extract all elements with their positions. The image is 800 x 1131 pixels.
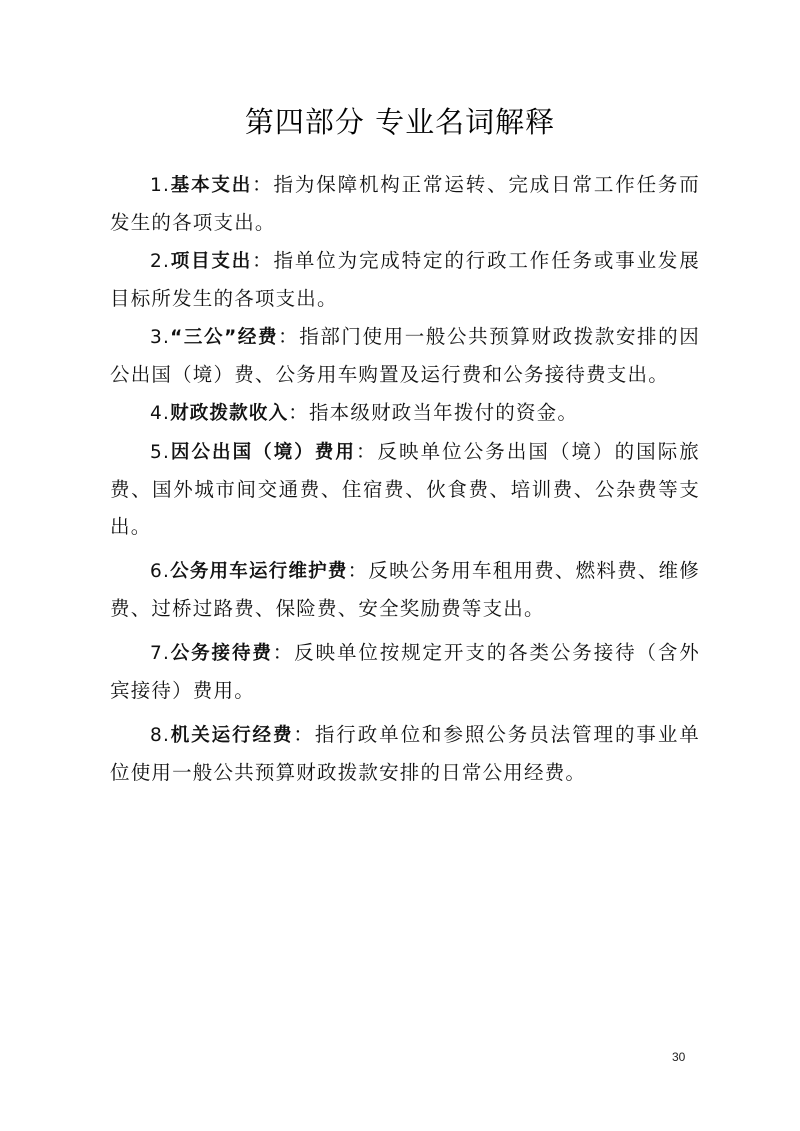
term-name: 财政拨款收入 — [170, 403, 289, 424]
term-separator: ： — [272, 641, 295, 664]
term-name: “三公”经费 — [170, 327, 279, 348]
term-number: 1. — [150, 175, 171, 196]
term-number: 3. — [150, 327, 171, 348]
term-definition: 反映单位公务出国（境）的国际旅费、国外城市间交通费、住宿费、伙食费、培训费、公杂费等支出。 — [110, 440, 700, 538]
term-name: 项目支出 — [170, 251, 253, 272]
page-number: 30 — [672, 1050, 686, 1064]
term-separator: ： — [355, 440, 378, 463]
term-fiscal-appropriation-income — [110, 394, 700, 432]
term-definition: 指为保障机构正常运转、完成日常工作任务而发生的各项支出。 — [110, 173, 700, 234]
term-definition: 指行政单位和参照公务员法管理的事业单位使用一般公共预算财政拨款安排的日常公用经费。 — [110, 723, 700, 784]
term-number: 8. — [150, 725, 171, 746]
term-separator: ： — [252, 249, 274, 272]
term-definition: 反映公务用车租用费、燃料费、维修费、过桥过路费、保险费、安全奖励费等支出。 — [110, 559, 700, 620]
term-overseas-travel-cost — [110, 433, 700, 545]
term-separator: ： — [347, 559, 369, 582]
term-definition: 指本级财政当年拨付的资金。 — [308, 401, 579, 424]
term-number: 2. — [150, 251, 171, 272]
term-separator: ： — [278, 325, 300, 348]
term-number: 6. — [150, 561, 171, 582]
term-separator: ： — [288, 401, 309, 424]
term-name: 基本支出 — [170, 175, 253, 196]
term-name: 机关运行经费 — [170, 725, 294, 746]
term-vehicle-maintenance-cost — [110, 552, 700, 627]
term-separator: ： — [252, 173, 274, 196]
term-project-expenditure — [110, 242, 700, 317]
term-separator: ： — [293, 723, 315, 746]
term-three-public-funds — [110, 318, 700, 393]
term-reception-cost — [110, 634, 700, 709]
term-name: 公务接待费 — [170, 643, 273, 664]
term-number: 7. — [150, 643, 171, 664]
terms-list — [110, 166, 700, 792]
term-definition: 反映单位按规定开支的各类公务接待（含外宾接待）费用。 — [110, 641, 700, 702]
term-operating-expenses — [110, 716, 700, 791]
term-number: 5. — [150, 442, 171, 463]
term-name: 公务用车运行维护费 — [170, 561, 348, 582]
term-definition: 指部门使用一般公共预算财政拨款安排的因公出国（境）费、公务用车购置及运行费和公务接待费支出。 — [110, 325, 700, 386]
page-title: 第四部分 专业名词解释 — [244, 105, 556, 139]
term-name: 因公出国（境）费用 — [170, 442, 356, 463]
term-number: 4. — [150, 403, 171, 424]
term-basic-expenditure — [110, 166, 700, 241]
term-definition: 指单位为完成特定的行政工作任务或事业发展目标所发生的各项支出。 — [110, 249, 700, 310]
